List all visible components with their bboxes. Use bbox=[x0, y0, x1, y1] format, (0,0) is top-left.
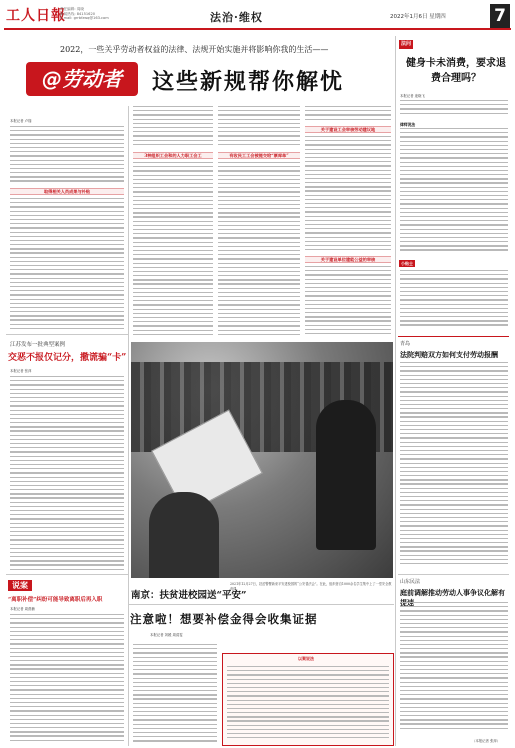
photo-police-officer bbox=[316, 400, 376, 550]
issue-date: 2022年1月6日 星期四 bbox=[390, 14, 446, 20]
photo-caption-title: 南京：扶贫进校园送“平安” bbox=[131, 590, 247, 601]
notice-byline: 本报记者 刘媛 周清雯 bbox=[150, 633, 183, 637]
photo-caption-text: 2021年12月27日，扶贫警署新来平安进校园的“公安普法会”。在此，组织者自1000余名学生集中上了一堂安全教育课。 bbox=[230, 582, 392, 591]
lead-subhead: 有收民工工会被提交给“票库单” bbox=[218, 152, 300, 159]
section-divider bbox=[128, 604, 394, 605]
tips-body bbox=[400, 270, 508, 330]
page-number: 7 bbox=[490, 4, 510, 28]
case-tag: 说案 bbox=[8, 580, 32, 591]
case-subtitle: “离职补偿”纠纷可能导致离职后再入职 bbox=[8, 597, 103, 603]
legal-question-tag: 法问 bbox=[401, 41, 412, 47]
legal-question-title: 健身卡未消费，要求退费合理吗？ bbox=[406, 58, 506, 84]
tips-tag: 小贴士 bbox=[401, 261, 413, 266]
newspaper-logo: 工人日報 bbox=[6, 8, 66, 24]
lead-subhead: 关于建设单位建能公益的审核 bbox=[305, 256, 391, 263]
notice-body bbox=[133, 644, 217, 744]
legal-question-body bbox=[400, 100, 508, 120]
lead-body-text bbox=[305, 266, 391, 338]
lead-subhead: 取得相关人员成果与补贴 bbox=[10, 188, 124, 195]
masthead-editor: 责任编辑: 周晓 bbox=[60, 7, 84, 11]
lead-body-text bbox=[218, 106, 300, 150]
left-story-title: 交恶不报仅记分，撒谎骗“卡” bbox=[8, 353, 127, 363]
lawyer-answer-body bbox=[400, 128, 508, 256]
lawyer-answer-label: 律师说法 bbox=[400, 122, 416, 127]
case-body bbox=[400, 362, 508, 570]
lead-body-text bbox=[305, 136, 391, 252]
second-kicker: 山东民法 bbox=[400, 579, 421, 585]
masthead-hotline: 新闻热线: 84151620 bbox=[60, 11, 96, 16]
lead-body-text bbox=[133, 106, 213, 150]
second-body bbox=[400, 602, 508, 736]
section-title: 法治·维权 bbox=[210, 11, 263, 24]
second-footer: （本报记者 张萍） bbox=[472, 739, 501, 743]
case-law-text bbox=[227, 666, 389, 744]
photo-student bbox=[149, 492, 219, 578]
section-divider bbox=[398, 336, 509, 337]
left-story-kicker: 江苏发布一批典型案例 bbox=[10, 342, 66, 348]
lead-byline: 本报记者 卢翔 bbox=[10, 119, 32, 123]
case-title: 法院判赔双方如何支付劳动报酬 bbox=[400, 350, 498, 359]
lead-kicker: 2022，一些关乎劳动者权益的法律、法规开始实施并将影响你我的生活—— bbox=[60, 45, 329, 54]
case-byline: 本报记者 周燕楠 bbox=[10, 607, 35, 611]
news-photo bbox=[131, 342, 393, 578]
lead-body-text bbox=[10, 198, 124, 332]
case-law-box bbox=[222, 653, 394, 746]
lead-body-text bbox=[133, 162, 213, 338]
lead-body-text bbox=[218, 162, 300, 338]
lead-logo: @劳动者 bbox=[26, 62, 138, 96]
masthead-email: E-mail: grrbfzwq@163.com bbox=[60, 16, 109, 21]
second-title: 庭前调解推动劳动人事争议化解有 bbox=[400, 588, 505, 597]
legal-question-byline: 本报记者 庞晓飞 bbox=[400, 94, 425, 98]
section-divider bbox=[6, 574, 128, 575]
lead-title: 这些新规帮你解忧 bbox=[152, 70, 345, 95]
left-story-body bbox=[10, 376, 124, 572]
case-law-label: 以案说法 bbox=[298, 656, 314, 661]
column-divider bbox=[128, 106, 129, 746]
lead-body-text bbox=[305, 106, 391, 122]
lead-subhead: 3种组织工会和的人力职工会工 bbox=[133, 152, 213, 159]
notice-title: 注意啦！想要补偿金得会收集证据 bbox=[130, 612, 318, 626]
column-divider bbox=[395, 36, 396, 746]
section-divider bbox=[6, 334, 128, 335]
section-divider bbox=[398, 574, 509, 575]
lead-subhead: 关于建设工会审核劳动建议地 bbox=[305, 126, 391, 133]
masthead-contacts bbox=[60, 7, 109, 21]
lead-body-text bbox=[10, 126, 124, 184]
left-story-byline: 本报记者 张萍 bbox=[10, 369, 32, 373]
case-body bbox=[10, 614, 124, 744]
case-kicker: 青岛 bbox=[400, 341, 411, 347]
